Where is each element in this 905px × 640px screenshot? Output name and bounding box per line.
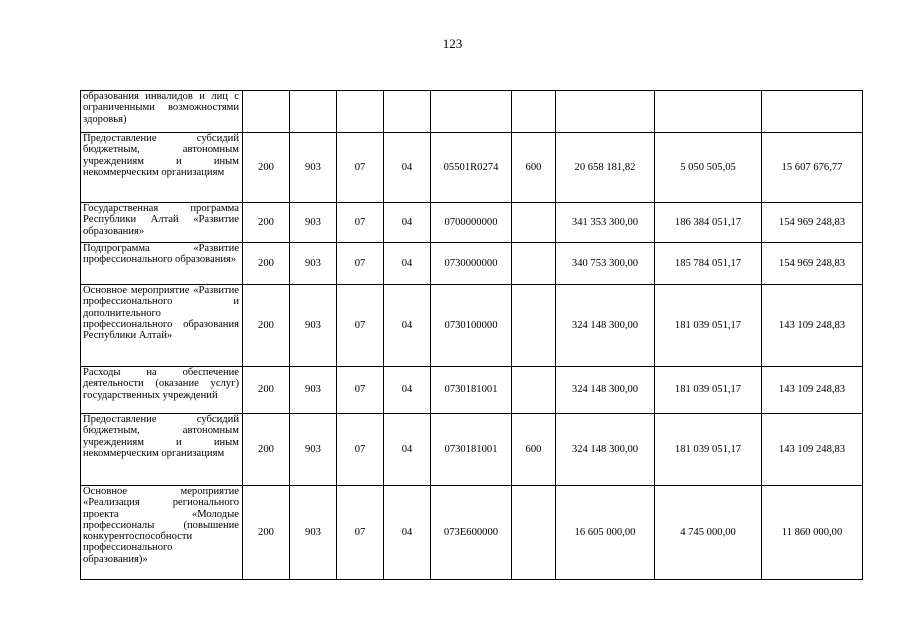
row-vr [512,243,556,285]
row-dept: 903 [290,285,337,367]
table-row [81,243,863,285]
row-sum1 [556,91,655,133]
row-sum3: 143 109 248,83 [762,414,863,486]
row-name: Государственная программа Республики Алтай «Развитие образования» [81,203,243,243]
row-name: Предоставление субсидий бюджетным, автономным учреждениям и иным некоммерческим организациям [81,133,243,203]
row-code: 200 [243,367,290,414]
row-sum1: 16 605 000,00 [556,486,655,580]
row-sum3: 154 969 248,83 [762,243,863,285]
row-subsection: 04 [384,486,431,580]
row-sum2: 186 384 051,17 [655,203,762,243]
row-sum2: 4 745 000,00 [655,486,762,580]
row-code [243,91,290,133]
row-vr [512,203,556,243]
row-section: 07 [337,243,384,285]
row-csr: 0730000000 [431,243,512,285]
row-dept [290,91,337,133]
row-name: образования инвалидов и лиц с ограниченными возможностями здоровья) [81,91,243,133]
row-sum1: 324 148 300,00 [556,414,655,486]
row-dept: 903 [290,486,337,580]
row-name: Основное мероприятие «Развитие профессионального и дополнительного профессионального образования Республики Алтай» [81,285,243,367]
row-subsection: 04 [384,285,431,367]
row-name: Основное мероприятие «Реализация регионального проекта «Молодые профессионалы (повышение конкурентоспособности профессионального образования)» [81,486,243,580]
table-row [81,91,863,133]
row-csr: 0730181001 [431,414,512,486]
row-section: 07 [337,414,384,486]
row-dept: 903 [290,414,337,486]
row-sum2: 181 039 051,17 [655,414,762,486]
row-subsection [384,91,431,133]
row-vr [512,285,556,367]
row-subsection: 04 [384,203,431,243]
row-code: 200 [243,285,290,367]
budget-table [80,90,863,580]
row-sum2: 181 039 051,17 [655,367,762,414]
page-number: 123 [442,36,463,51]
row-vr [512,486,556,580]
row-sum2: 181 039 051,17 [655,285,762,367]
row-section: 07 [337,285,384,367]
table-row [81,203,863,243]
row-csr: 0730181001 [431,367,512,414]
row-dept: 903 [290,367,337,414]
row-sum1: 341 353 300,00 [556,203,655,243]
row-subsection: 04 [384,133,431,203]
row-name: Подпрограмма «Развитие профессионального образования» [81,243,243,285]
row-sum2: 5 050 505,05 [655,133,762,203]
table-row [81,367,863,414]
row-code: 200 [243,133,290,203]
table-row [81,414,863,486]
row-code: 200 [243,486,290,580]
row-subsection: 04 [384,414,431,486]
row-code: 200 [243,203,290,243]
row-section: 07 [337,486,384,580]
row-csr: 05501R0274 [431,133,512,203]
row-csr: 0730100000 [431,285,512,367]
row-sum1: 340 753 300,00 [556,243,655,285]
row-dept: 903 [290,203,337,243]
row-vr [512,91,556,133]
row-dept: 903 [290,243,337,285]
table-row [81,133,863,203]
row-name: Предоставление субсидий бюджетным, автономным учреждениям и иным некоммерческим организациям [81,414,243,486]
table-row [81,285,863,367]
row-sum1: 20 658 181,82 [556,133,655,203]
row-sum1: 324 148 300,00 [556,285,655,367]
row-sum3: 11 860 000,00 [762,486,863,580]
row-section: 07 [337,133,384,203]
row-csr [431,91,512,133]
row-vr [512,367,556,414]
row-dept: 903 [290,133,337,203]
row-section [337,91,384,133]
row-section: 07 [337,203,384,243]
row-sum2: 185 784 051,17 [655,243,762,285]
row-code: 200 [243,243,290,285]
row-csr: 0700000000 [431,203,512,243]
row-subsection: 04 [384,367,431,414]
row-sum3: 15 607 676,77 [762,133,863,203]
row-sum3 [762,91,863,133]
row-sum3: 154 969 248,83 [762,203,863,243]
row-sum3: 143 109 248,83 [762,367,863,414]
row-code: 200 [243,414,290,486]
row-sum2 [655,91,762,133]
table-row [81,486,863,580]
row-sum1: 324 148 300,00 [556,367,655,414]
row-subsection: 04 [384,243,431,285]
row-section: 07 [337,367,384,414]
row-name: Расходы на обеспечение деятельности (оказание услуг) государственных учреждений [81,367,243,414]
row-csr: 073E600000 [431,486,512,580]
row-sum3: 143 109 248,83 [762,285,863,367]
row-vr: 600 [512,133,556,203]
row-vr: 600 [512,414,556,486]
